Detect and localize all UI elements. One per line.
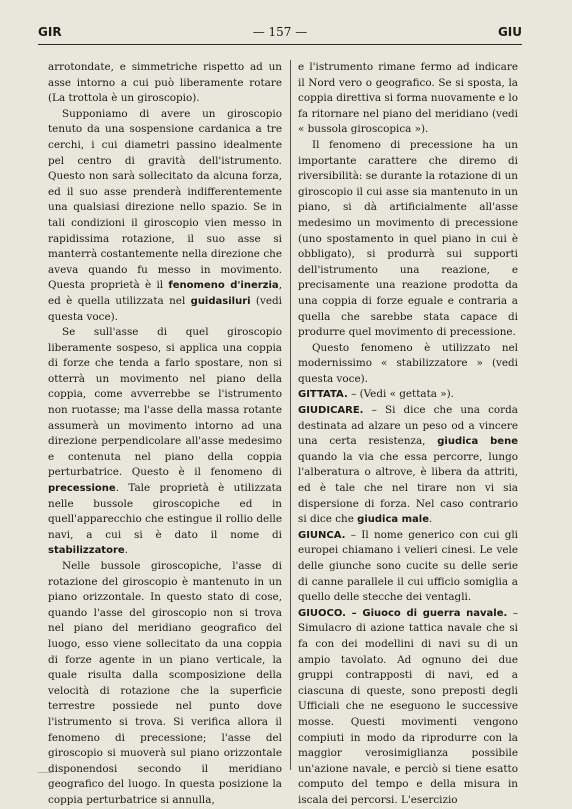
column-divider <box>290 60 291 770</box>
paragraph: Questo fenomeno è utilizzato nel modernissimo « stabilizzatore » (vedi questa voce). <box>298 341 518 385</box>
header-left-guideword: GIR <box>38 25 62 39</box>
bold-term: precessione <box>48 483 116 495</box>
bold-term: – Giuoco di guerra navale. <box>345 607 508 619</box>
running-header <box>38 25 522 41</box>
entry-text: – Il nome generico con cui gli europei chiamano i velieri cinesi. Le vele delle giunche sono cucite su delle serie di canne parallele il cui ufficio somiglia a quello delle stecche dei ventagli. <box>298 528 518 604</box>
entry-text: quando la via che essa percorre, lungo l'alberatura o altrove, è libera da attriti, ed è tale che nel tirare non vi sia dispersione di forza. Nel caso contrario si dice che <box>298 450 518 526</box>
text-run: , ed è quella utilizzata nel <box>48 279 282 307</box>
paragraph: arrotondate, e simmetriche rispetto ad un asse intorno a cui può liberamente rotare (La trottola è un giroscopio). <box>48 61 282 105</box>
entry-headword: GIUNCA. <box>298 529 346 541</box>
text-run: . Tale proprietà è utilizzata nelle bussole giroscopiche ed in quell'apparecchio che estingue il rollio delle navi, a cui si è dato il nome di <box>48 482 282 541</box>
header-right-guideword: GIU <box>497 25 522 39</box>
entry-headword: GIUOCO. <box>298 607 346 619</box>
bold-term: giudica bene <box>437 436 518 448</box>
entry-text: . <box>429 513 433 526</box>
paragraph: Il fenomeno di precessione ha un importante carattere che diremo di riversibilità: se durante la rotazione di un giroscopio il cui asse sia mantenuto in un piano, si dà artificialmente all'asse medesimo un movimento di precessione (uno spostamento in quel piano in cui è obbligato), si produrrà sui supporti dell'istrumento una reazione, e precisamente una reazione prodotta da una coppia di forze eguale e contraria a quella che sarebbe stata capace di produrre quel movimento di precessione. <box>298 138 518 339</box>
entry-giunca <box>298 528 518 606</box>
entry-text: – Si dice che una corda destinata ad alzare un peso od a vincere una certa resistenza, <box>298 404 518 448</box>
entry-text: – (Vedi « gettata »). <box>347 388 454 401</box>
text-run: . <box>124 544 128 557</box>
entry-headword: GITTATA. <box>298 389 348 401</box>
page-number: — 157 — <box>252 25 308 39</box>
text-run: Se sull'asse di quel giroscopio liberamente sospeso, si applica una coppia di forze che tenda a farlo spostare, non si otterrà un movimento nel piano della coppia, come avverrebbe se l'istrumento non ruotasse; ma l'asse della massa rotante assumerà un movimento intorno ad una direzione perpendicolare all'asse medesimo e contenuta nel piano della coppia perturbatrice. Questo è il fenomeno di <box>48 326 282 479</box>
entry-giudicare <box>298 403 518 528</box>
paragraph: e l'istrumento rimane fermo ad indicare il Nord vero o geografico. Se si sposta, la coppia direttiva si forma nuovamente e lo fa ritornare nel piano del meridiano (vedi « bussola giroscopica »). <box>298 61 518 136</box>
paragraph <box>48 107 282 325</box>
bold-term: fenomeno d'inerzia <box>168 280 279 292</box>
paragraph <box>48 325 282 559</box>
paragraph: Nelle bussole giroscopiche, l'asse di rotazione del giroscopio è mantenuto in un piano orizzontale. In questo stato di cose, quando l'asse del giroscopio non si trova nel piano del meridiano geografico del luogo, esso viene sollecitato da una coppia di forze agente in un piano verticale, la quale risulta dalla scomposizione della velocità di rotazione che la superficie terrestre possiede nel punto dove l'istrumento si trova. Si verifica allora il fenomeno di precessione; l'asse del giroscopio si muoverà sul piano orizzontale disponendosi secondo il meridiano geografico del luogo. In questa posizione la coppia perturbatrice si annulla, <box>48 560 282 806</box>
bold-term: guidasiluri <box>190 295 251 307</box>
bold-term: giudica male <box>357 514 429 526</box>
entry-giuoco <box>298 606 518 809</box>
text-run: (vedi questa voce). <box>48 294 282 323</box>
entry-gittata <box>298 387 518 403</box>
header-rule <box>38 44 522 45</box>
text-run: Supponiamo di avere un giroscopio tenuto da una sospensione cardanica a tre cerchi, i cui diametri passino idealmente pel centro di gravità dell'istrumento. Questo non sarà sollecitato da alcuna forza, ed il suo asse prenderà indifferentemente una qualsiasi direzione nello spazio. Se in tali condizioni il giroscopio vien messo in rapidissima rotazione, il suo asse si manterrà costantemente nella direzione che aveva quando fu messo in movimento. Questa proprietà è il <box>48 107 282 292</box>
left-column <box>48 60 282 806</box>
bold-term: stabilizzatore <box>48 545 125 557</box>
entry-headword: GIUDICARE. <box>298 405 364 417</box>
right-column <box>298 60 518 806</box>
margin-mark <box>38 772 52 773</box>
entry-text: – Simulacro di azione tattica navale che si fa con dei modellini di navi su di un ampio tavolato. Ad ognuno dei due gruppi contrapposti di navi, ed a ciascuna di queste, sono preposti degli Ufficiali che ne eseguono le successive mosse. Questi movimenti vengono compiuti in modo da riprodurre con la maggior verosimiglianza possibile un'azione navale, e perciò si tiene esatto computo del tempo e della misura in iscala dei percorsi. L'esercizio <box>298 606 518 806</box>
